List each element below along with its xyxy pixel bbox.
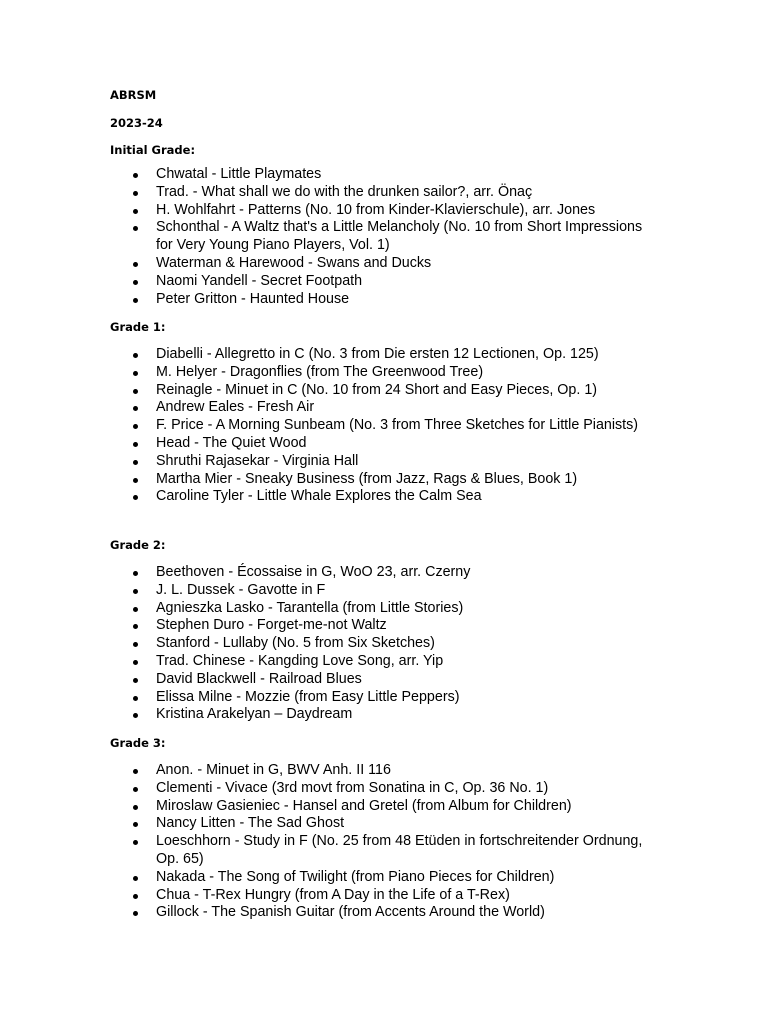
bullet-icon bbox=[133, 787, 138, 792]
bullet-icon bbox=[133, 822, 138, 827]
bullet-icon bbox=[133, 353, 138, 358]
list-item: Caroline Tyler - Little Whale Explores the Calm Sea bbox=[0, 488, 768, 506]
piece-list-initial-grade bbox=[0, 166, 768, 308]
board-title: ABRSM bbox=[110, 88, 157, 102]
list-item: Schonthal - A Waltz that's a Little Melancholy (No. 10 from Short Impressions for Very Young Piano Players, Vol. 1) bbox=[0, 219, 768, 255]
bullet-icon bbox=[133, 442, 138, 447]
list-item: Shruthi Rajasekar - Virginia Hall bbox=[0, 453, 768, 471]
list-item: Diabelli - Allegretto in C (No. 3 from Die ersten 12 Lectionen, Op. 125) bbox=[0, 346, 768, 364]
list-item: Waterman & Harewood - Swans and Ducks bbox=[0, 255, 768, 273]
bullet-icon bbox=[133, 876, 138, 881]
list-item: Clementi - Vivace (3rd movt from Sonatina in C, Op. 36 No. 1) bbox=[0, 780, 768, 798]
list-item: Chwatal - Little Playmates bbox=[0, 166, 768, 184]
bullet-icon bbox=[133, 298, 138, 303]
bullet-icon bbox=[133, 424, 138, 429]
list-item: Agnieszka Lasko - Tarantella (from Little Stories) bbox=[0, 600, 768, 618]
piece-list-grade-3 bbox=[0, 762, 768, 922]
list-item: Stanford - Lullaby (No. 5 from Six Sketches) bbox=[0, 635, 768, 653]
list-item: H. Wohlfahrt - Patterns (No. 10 from Kinder-Klavierschule), arr. Jones bbox=[0, 202, 768, 220]
list-item: Anon. - Minuet in G, BWV Anh. II 116 bbox=[0, 762, 768, 780]
bullet-icon bbox=[133, 460, 138, 465]
list-item: Martha Mier - Sneaky Business (from Jazz, Rags & Blues, Book 1) bbox=[0, 471, 768, 489]
list-item: Chua - T-Rex Hungry (from A Day in the Life of a T-Rex) bbox=[0, 887, 768, 905]
section-heading-grade-1: Grade 1: bbox=[110, 320, 166, 334]
bullet-icon bbox=[133, 805, 138, 810]
list-item: Kristina Arakelyan – Daydream bbox=[0, 706, 768, 724]
list-item: Trad. - What shall we do with the drunken sailor?, arr. Önaç bbox=[0, 184, 768, 202]
bullet-icon bbox=[133, 371, 138, 376]
piece-list-grade-1 bbox=[0, 346, 768, 506]
section-heading-initial-grade: Initial Grade: bbox=[110, 143, 196, 157]
list-item: Naomi Yandell - Secret Footpath bbox=[0, 273, 768, 291]
bullet-icon bbox=[133, 191, 138, 196]
bullet-icon bbox=[133, 660, 138, 665]
list-item: Stephen Duro - Forget-me-not Waltz bbox=[0, 617, 768, 635]
bullet-icon bbox=[133, 262, 138, 267]
section-heading-grade-2: Grade 2: bbox=[110, 538, 166, 552]
list-item: Elissa Milne - Mozzie (from Easy Little Peppers) bbox=[0, 689, 768, 707]
bullet-icon bbox=[133, 678, 138, 683]
bullet-icon bbox=[133, 209, 138, 214]
list-item: Beethoven - Écossaise in G, WoO 23, arr. Czerny bbox=[0, 564, 768, 582]
bullet-icon bbox=[133, 840, 138, 845]
bullet-icon bbox=[133, 495, 138, 500]
piece-list-grade-2 bbox=[0, 564, 768, 724]
list-item: Nancy Litten - The Sad Ghost bbox=[0, 815, 768, 833]
list-item: Miroslaw Gasieniec - Hansel and Gretel (from Album for Children) bbox=[0, 798, 768, 816]
bullet-icon bbox=[133, 571, 138, 576]
bullet-icon bbox=[133, 173, 138, 178]
list-item: J. L. Dussek - Gavotte in F bbox=[0, 582, 768, 600]
bullet-icon bbox=[133, 406, 138, 411]
list-item: M. Helyer - Dragonflies (from The Greenwood Tree) bbox=[0, 364, 768, 382]
list-item: Head - The Quiet Wood bbox=[0, 435, 768, 453]
bullet-icon bbox=[133, 642, 138, 647]
list-item: Reinagle - Minuet in C (No. 10 from 24 Short and Easy Pieces, Op. 1) bbox=[0, 382, 768, 400]
bullet-icon bbox=[133, 389, 138, 394]
bullet-icon bbox=[133, 894, 138, 899]
list-item: F. Price - A Morning Sunbeam (No. 3 from Three Sketches for Little Pianists) bbox=[0, 417, 768, 435]
bullet-icon bbox=[133, 911, 138, 916]
list-item: Gillock - The Spanish Guitar (from Accents Around the World) bbox=[0, 904, 768, 922]
bullet-icon bbox=[133, 624, 138, 629]
section-heading-grade-3: Grade 3: bbox=[110, 736, 166, 750]
bullet-icon bbox=[133, 769, 138, 774]
bullet-icon bbox=[133, 696, 138, 701]
list-item: David Blackwell - Railroad Blues bbox=[0, 671, 768, 689]
bullet-icon bbox=[133, 226, 138, 231]
bullet-icon bbox=[133, 478, 138, 483]
bullet-icon bbox=[133, 607, 138, 612]
list-item: Peter Gritton - Haunted House bbox=[0, 291, 768, 309]
list-item: Loeschhorn - Study in F (No. 25 from 48 Etüden in fortschreitender Ordnung, Op. 65) bbox=[0, 833, 768, 869]
bullet-icon bbox=[133, 713, 138, 718]
bullet-icon bbox=[133, 280, 138, 285]
list-item: Nakada - The Song of Twilight (from Piano Pieces for Children) bbox=[0, 869, 768, 887]
list-item: Andrew Eales - Fresh Air bbox=[0, 399, 768, 417]
list-item: Trad. Chinese - Kangding Love Song, arr. Yip bbox=[0, 653, 768, 671]
bullet-icon bbox=[133, 589, 138, 594]
syllabus-year: 2023-24 bbox=[110, 116, 163, 130]
